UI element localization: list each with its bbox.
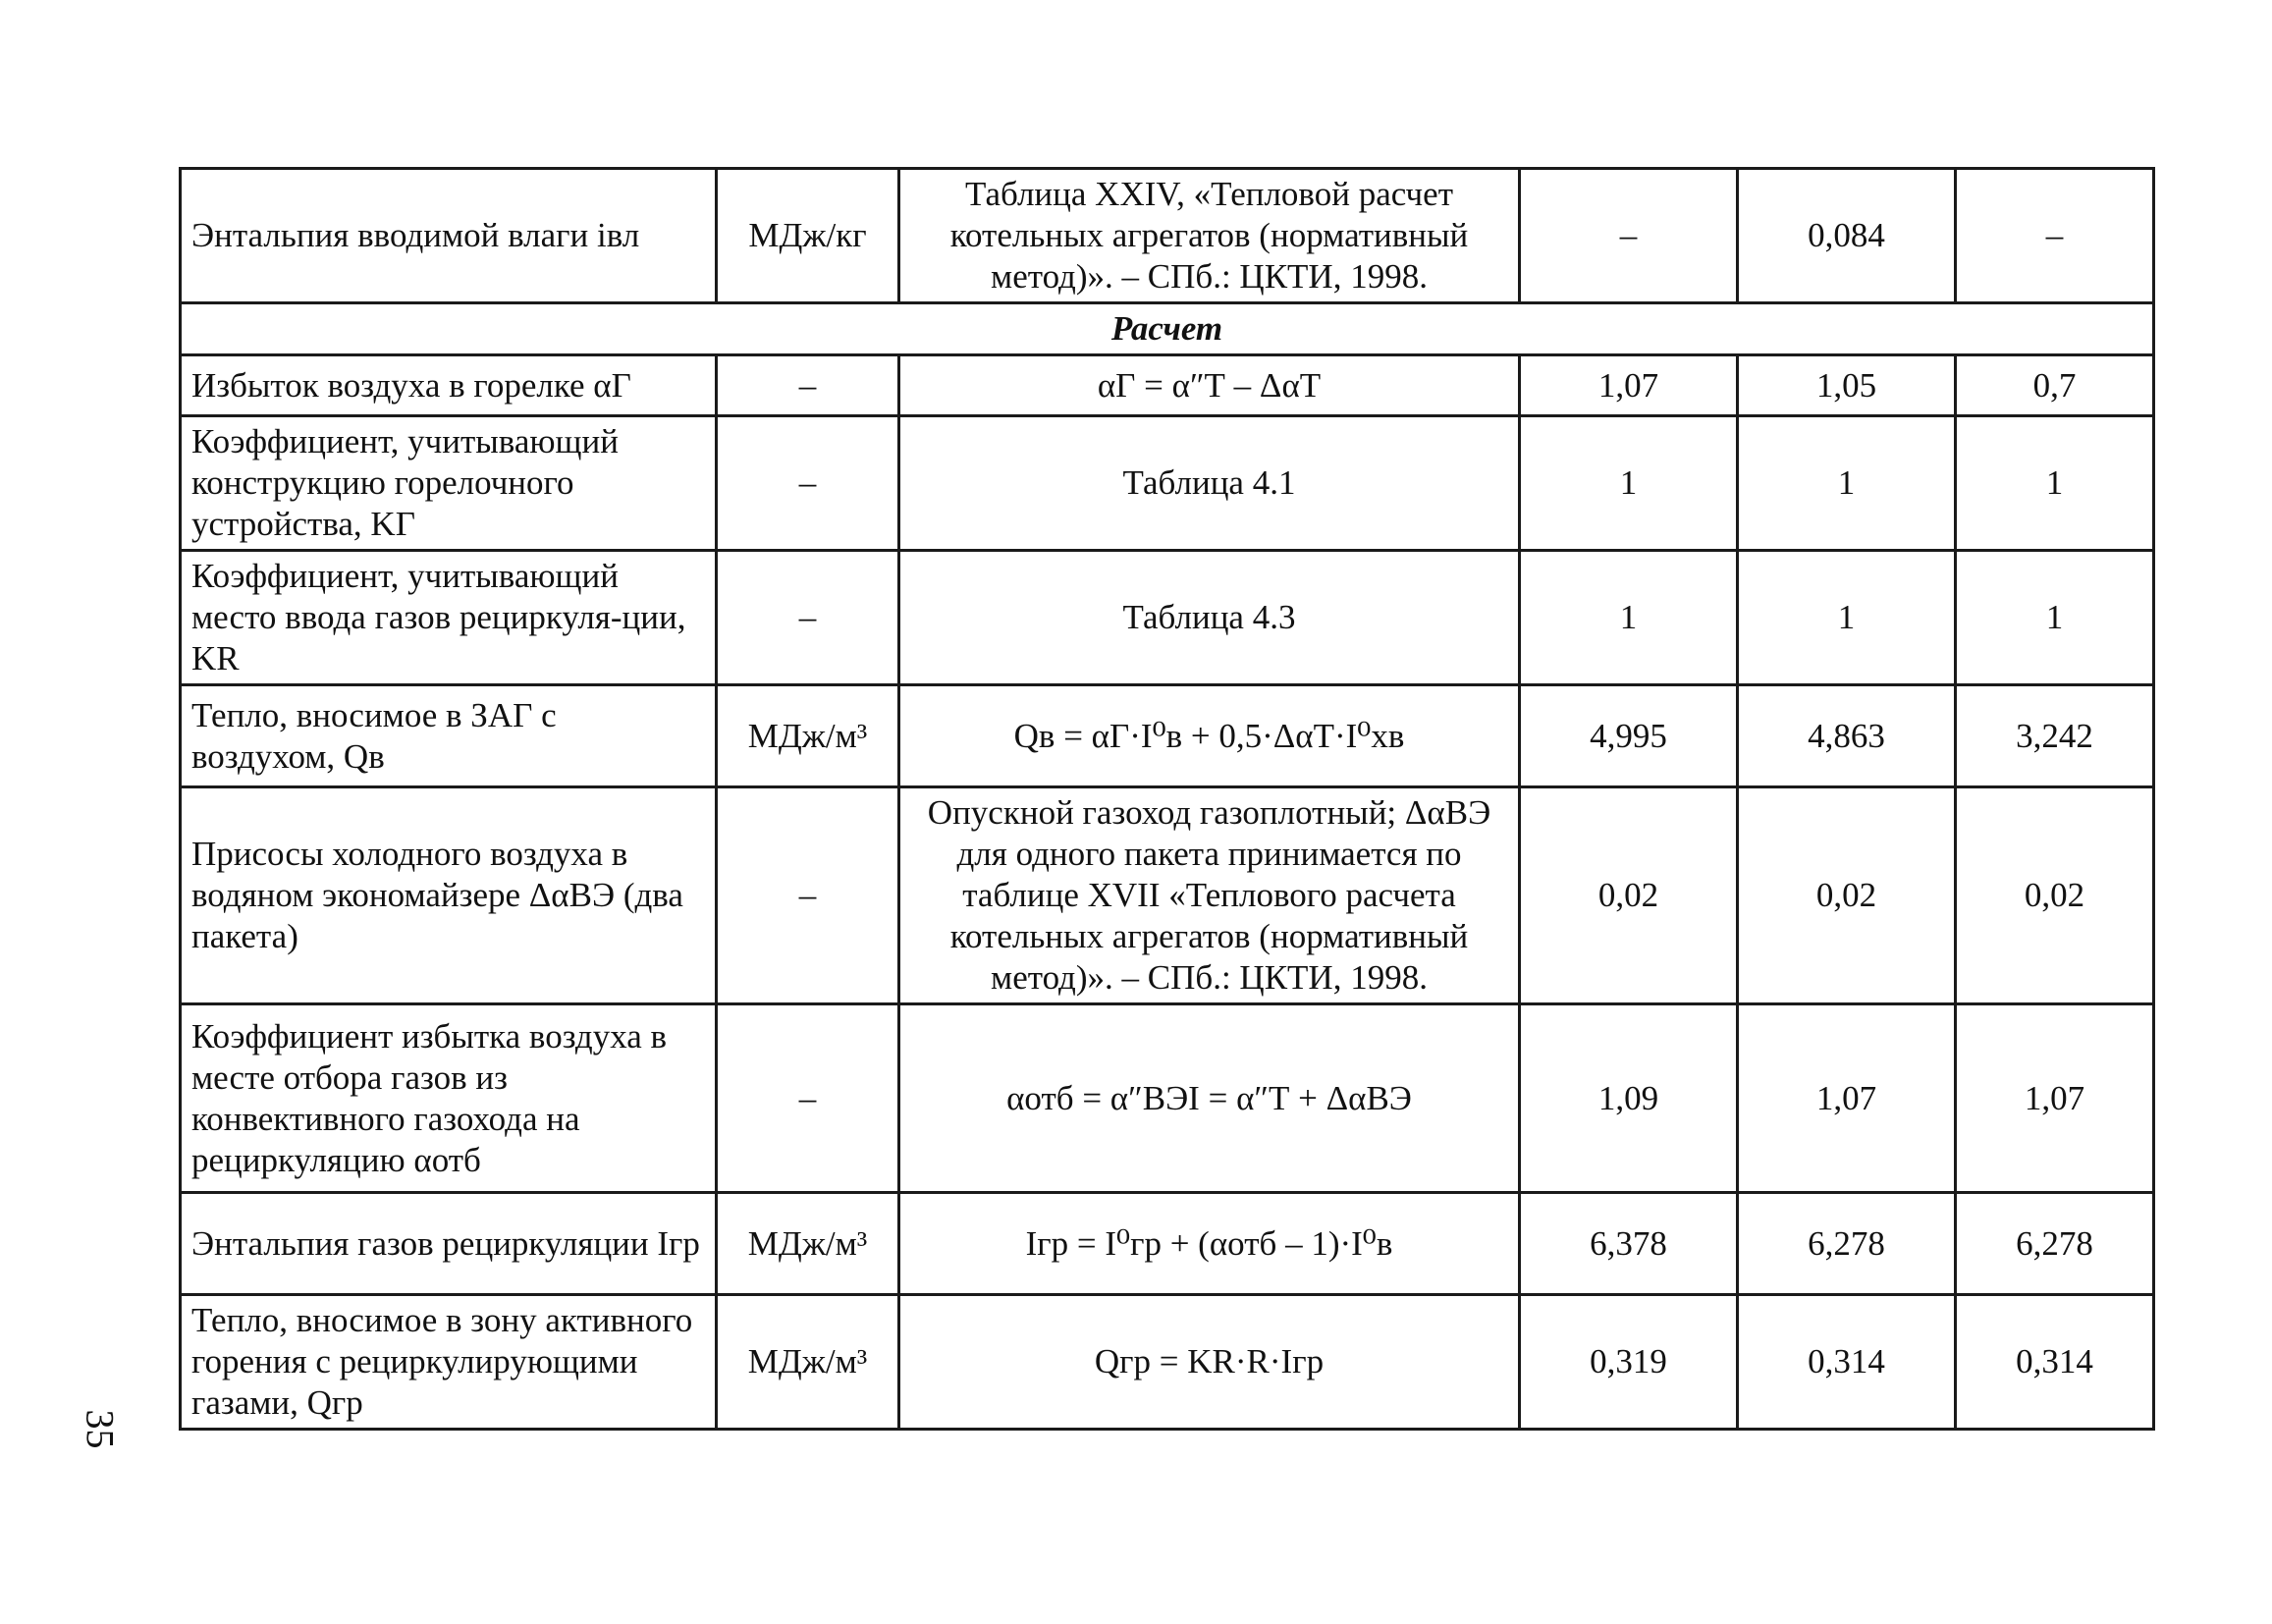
value-cell: 1,07: [1956, 1004, 2154, 1193]
value-cell: 0,314: [1956, 1295, 2154, 1430]
table-row: [181, 1193, 2154, 1295]
table-row: [181, 685, 2154, 787]
value-cell: 4,863: [1738, 685, 1956, 787]
value-cell: –: [1956, 169, 2154, 303]
table-row: [181, 787, 2154, 1004]
value-cell: 6,378: [1520, 1193, 1738, 1295]
formula-cell: Qв = αГ·I⁰в + 0,5·ΔαТ·I⁰хв: [899, 685, 1520, 787]
source-cell: Таблица 4.3: [899, 551, 1520, 685]
value-cell: 6,278: [1738, 1193, 1956, 1295]
value-cell: 1,05: [1738, 355, 1956, 416]
param-cell: Тепло, вносимое в зону активного горения с рециркулирующими газами, Qгр: [181, 1295, 717, 1430]
value-cell: 1: [1956, 416, 2154, 551]
value-cell: 1: [1956, 551, 2154, 685]
source-cell: Таблица XXIV, «Тепловой расчет котельных агрегатов (нормативный метод)». – СПб.: ЦКТИ, 1998.: [899, 169, 1520, 303]
param-cell: Избыток воздуха в горелке αГ: [181, 355, 717, 416]
param-cell: Тепло, вносимое в ЗАГ с воздухом, Qв: [181, 685, 717, 787]
param-cell: Коэффициент, учитывающий место ввода газов рециркуля-ции, KR: [181, 551, 717, 685]
value-cell: 1: [1520, 551, 1738, 685]
param-cell: Коэффициент избытка воздуха в месте отбора газов из конвективного газохода на рециркуляцию αотб: [181, 1004, 717, 1193]
calculation-table-sheet: [179, 167, 2155, 1431]
param-cell: Энтальпия газов рециркуляции Iгр: [181, 1193, 717, 1295]
unit-cell: –: [717, 551, 899, 685]
unit-cell: –: [717, 1004, 899, 1193]
value-cell: 1,09: [1520, 1004, 1738, 1193]
value-cell: 3,242: [1956, 685, 2154, 787]
table-row: [181, 551, 2154, 685]
formula-cell: Iгр = I⁰гр + (αотб – 1)·I⁰в: [899, 1193, 1520, 1295]
param-cell: Коэффициент, учитывающий конструкцию горелочного устройства, KГ: [181, 416, 717, 551]
value-cell: 1,07: [1520, 355, 1738, 416]
param-cell: Энтальпия вводимой влаги iвл: [181, 169, 717, 303]
formula-cell: Qгр = KR·R·Iгр: [899, 1295, 1520, 1430]
param-cell: Присосы холодного воздуха в водяном экономайзере ΔαВЭ (два пакета): [181, 787, 717, 1004]
value-cell: 0,319: [1520, 1295, 1738, 1430]
value-cell: 1: [1738, 551, 1956, 685]
table-row: [181, 1004, 2154, 1193]
table-row: [181, 1295, 2154, 1430]
unit-cell: –: [717, 416, 899, 551]
value-cell: 6,278: [1956, 1193, 2154, 1295]
value-cell: 1: [1738, 416, 1956, 551]
section-row: [181, 303, 2154, 355]
value-cell: 0,02: [1520, 787, 1738, 1004]
table-row: [181, 355, 2154, 416]
unit-cell: МДж/м³: [717, 685, 899, 787]
source-cell: Опускной газоход газоплотный; ΔαВЭ для одного пакета принимается по таблице XVII «Теплового расчета котельных агрегатов (нормативный метод)». – СПб.: ЦКТИ, 1998.: [899, 787, 1520, 1004]
unit-cell: –: [717, 355, 899, 416]
unit-cell: МДж/м³: [717, 1295, 899, 1430]
formula-cell: αотб = α″ВЭI = α″Т + ΔαВЭ: [899, 1004, 1520, 1193]
unit-cell: –: [717, 787, 899, 1004]
calculation-table: [179, 167, 2155, 1431]
value-cell: 1,07: [1738, 1004, 1956, 1193]
table-row: [181, 416, 2154, 551]
value-cell: 0,02: [1956, 787, 2154, 1004]
value-cell: 0,084: [1738, 169, 1956, 303]
source-cell: Таблица 4.1: [899, 416, 1520, 551]
value-cell: 4,995: [1520, 685, 1738, 787]
unit-cell: МДж/м³: [717, 1193, 899, 1295]
unit-cell: МДж/кг: [717, 169, 899, 303]
formula-cell: αГ = α″Т – ΔαТ: [899, 355, 1520, 416]
value-cell: 0,02: [1738, 787, 1956, 1004]
value-cell: 1: [1520, 416, 1738, 551]
value-cell: 0,314: [1738, 1295, 1956, 1430]
table-row: [181, 169, 2154, 303]
page-number: 35: [78, 1409, 123, 1449]
section-title: Расчет: [181, 303, 2154, 355]
value-cell: –: [1520, 169, 1738, 303]
value-cell: 0,7: [1956, 355, 2154, 416]
